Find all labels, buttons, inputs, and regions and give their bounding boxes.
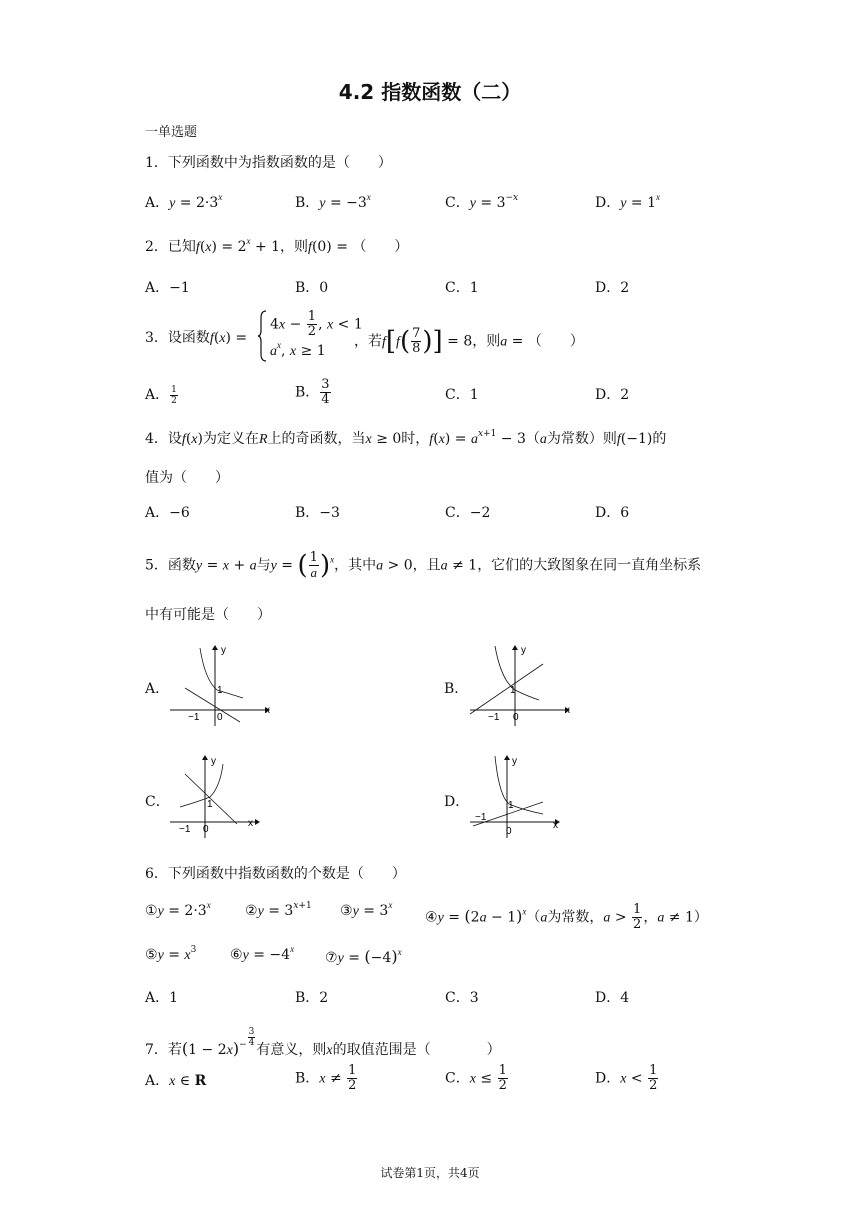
zero-label: 0: [203, 824, 209, 835]
q6-item-7: ⑦y = $(-4)^x$: [325, 947, 402, 966]
q2-option-a: A．−1: [145, 280, 190, 296]
q7-stem: 7．若$(1 - 2x)^{- \frac{3}{4}}$ 有意义，则x的取值范围是（ ）: [145, 1027, 501, 1058]
q5-option-c: C．: [145, 794, 170, 810]
q4-stem-line2: 值为（ ）: [145, 470, 229, 486]
neg-one-label: −1: [488, 712, 500, 723]
y-axis-label: y: [211, 756, 216, 767]
q6-item-6: ⑥y = $-4^x$: [230, 944, 295, 963]
q5-stem-line2: 中有可能是（ ）: [145, 607, 271, 623]
q6-option-a: A．1: [145, 990, 179, 1006]
x-axis-label: x: [248, 818, 253, 829]
one-label: 1: [217, 685, 223, 696]
q6-item-1: ①y = $2\cdot 3^x$: [145, 900, 211, 919]
section-heading: 一单选题: [145, 125, 198, 140]
q6-item-5: ⑤y = $x^3$: [145, 945, 197, 963]
q5-graph-b: [465, 640, 575, 730]
q5-stem-line1: 5．函数y = x + a与y = ( $\frac{1}{a}$ )$^x$，其中a > 0，且a ≠ 1，它们的大致图象在同一直角坐标系: [145, 550, 702, 581]
q3-option-c: C．1: [445, 387, 479, 403]
q6-item-4: ④y = $(2a - 1)^x(a$为常数，a > $\frac{1}{2}$ ，a ≠ 1）: [425, 902, 708, 932]
neg-one-label: −1: [188, 712, 200, 723]
piecewise-brace: [258, 310, 268, 362]
q5-graph-a: [165, 640, 275, 730]
x-axis-label: x: [553, 820, 558, 831]
one-label: 1: [510, 685, 516, 696]
zero-label: 0: [506, 826, 512, 837]
q2-option-b: B．0: [295, 280, 329, 296]
q2-stem: 2．已知$f(x) = 2^x + 1$，则f(0) = （ ）: [145, 236, 409, 255]
q5-option-d: D．: [444, 794, 470, 810]
q1-option-d: D．$y = 1^x$: [595, 192, 660, 211]
q2-option-d: D．2: [595, 280, 630, 296]
q1-option-a: A．$y = 2\cdot 3^x$: [145, 192, 223, 211]
q7-option-c: C．x ≤ $\frac{1}{2}$: [445, 1063, 507, 1093]
q3-option-a: A． $\frac{1}{2}$: [145, 384, 177, 406]
y-axis-label: y: [512, 756, 517, 767]
q4-option-b: B．−3: [295, 505, 340, 521]
q1-option-b: B．$y = -3^x$: [295, 192, 371, 211]
q4-stem-line1: 4．设f(x)为定义在R上的奇函数，当x ≥ 0时，$f(x) = a^{x+1} - 3(a$为常数）则f(−1)的: [145, 429, 667, 447]
q4-option-a: A．−6: [145, 505, 190, 521]
page-footer: 试卷第1页，共4页: [380, 1166, 480, 1180]
x-axis-label: x: [565, 705, 570, 716]
q3-stem-suffix: ，若f[f( $\frac{7}{8}$ )] = 8，则a = （ ）: [354, 326, 584, 357]
q5-option-a: A．: [145, 681, 170, 697]
neg-one-label: −1: [475, 812, 487, 823]
q6-stem: 6．下列函数中指数函数的个数是（ ）: [145, 866, 406, 882]
q5-option-b: B．: [444, 681, 469, 697]
q1-stem: 1．下列函数中为指数函数的是（ ）: [145, 155, 392, 171]
q5-graph-c: [165, 752, 275, 842]
y-axis-label: y: [221, 645, 226, 656]
zero-label: 0: [513, 712, 519, 723]
q4-option-d: D．6: [595, 505, 630, 521]
q5-graph-d: [465, 752, 575, 842]
q6-option-d: D．4: [595, 990, 630, 1006]
piecewise-case-2: $a^x$, x ≥ 1: [270, 340, 326, 359]
q3-option-b: B． $\frac{3}{4}$: [295, 377, 330, 407]
q2-option-c: C．1: [445, 280, 479, 296]
y-axis-label: y: [521, 645, 526, 656]
neg-one-label: −1: [179, 824, 191, 835]
q7-option-a: A．x ∈ R: [145, 1073, 207, 1089]
zero-label: 0: [217, 712, 223, 723]
x-axis-label: x: [265, 705, 270, 716]
one-label: 1: [207, 799, 213, 810]
q6-item-3: ③y = $3^x$: [340, 900, 393, 919]
q1-option-c: C．$y = 3^{-x}$: [445, 193, 519, 211]
q6-item-2: ②y = $3^{x+1}$: [245, 901, 312, 919]
q7-option-b: B．x ≠ $\frac{1}{2}$: [295, 1063, 357, 1093]
one-label: 1: [508, 800, 514, 811]
page-title: 4.2 指数函数（二）: [338, 80, 522, 104]
q6-option-c: C．3: [445, 990, 479, 1006]
q4-option-c: C．−2: [445, 505, 491, 521]
q3-option-d: D．2: [595, 387, 630, 403]
q6-option-b: B．2: [295, 990, 329, 1006]
q7-option-d: D．x < $\frac{1}{2}$: [595, 1063, 658, 1093]
q3-stem-prefix: 3．设函数f(x) =: [145, 330, 248, 346]
piecewise-case-1: 4x − $\frac{1}{2}$ , x < 1: [270, 309, 363, 339]
